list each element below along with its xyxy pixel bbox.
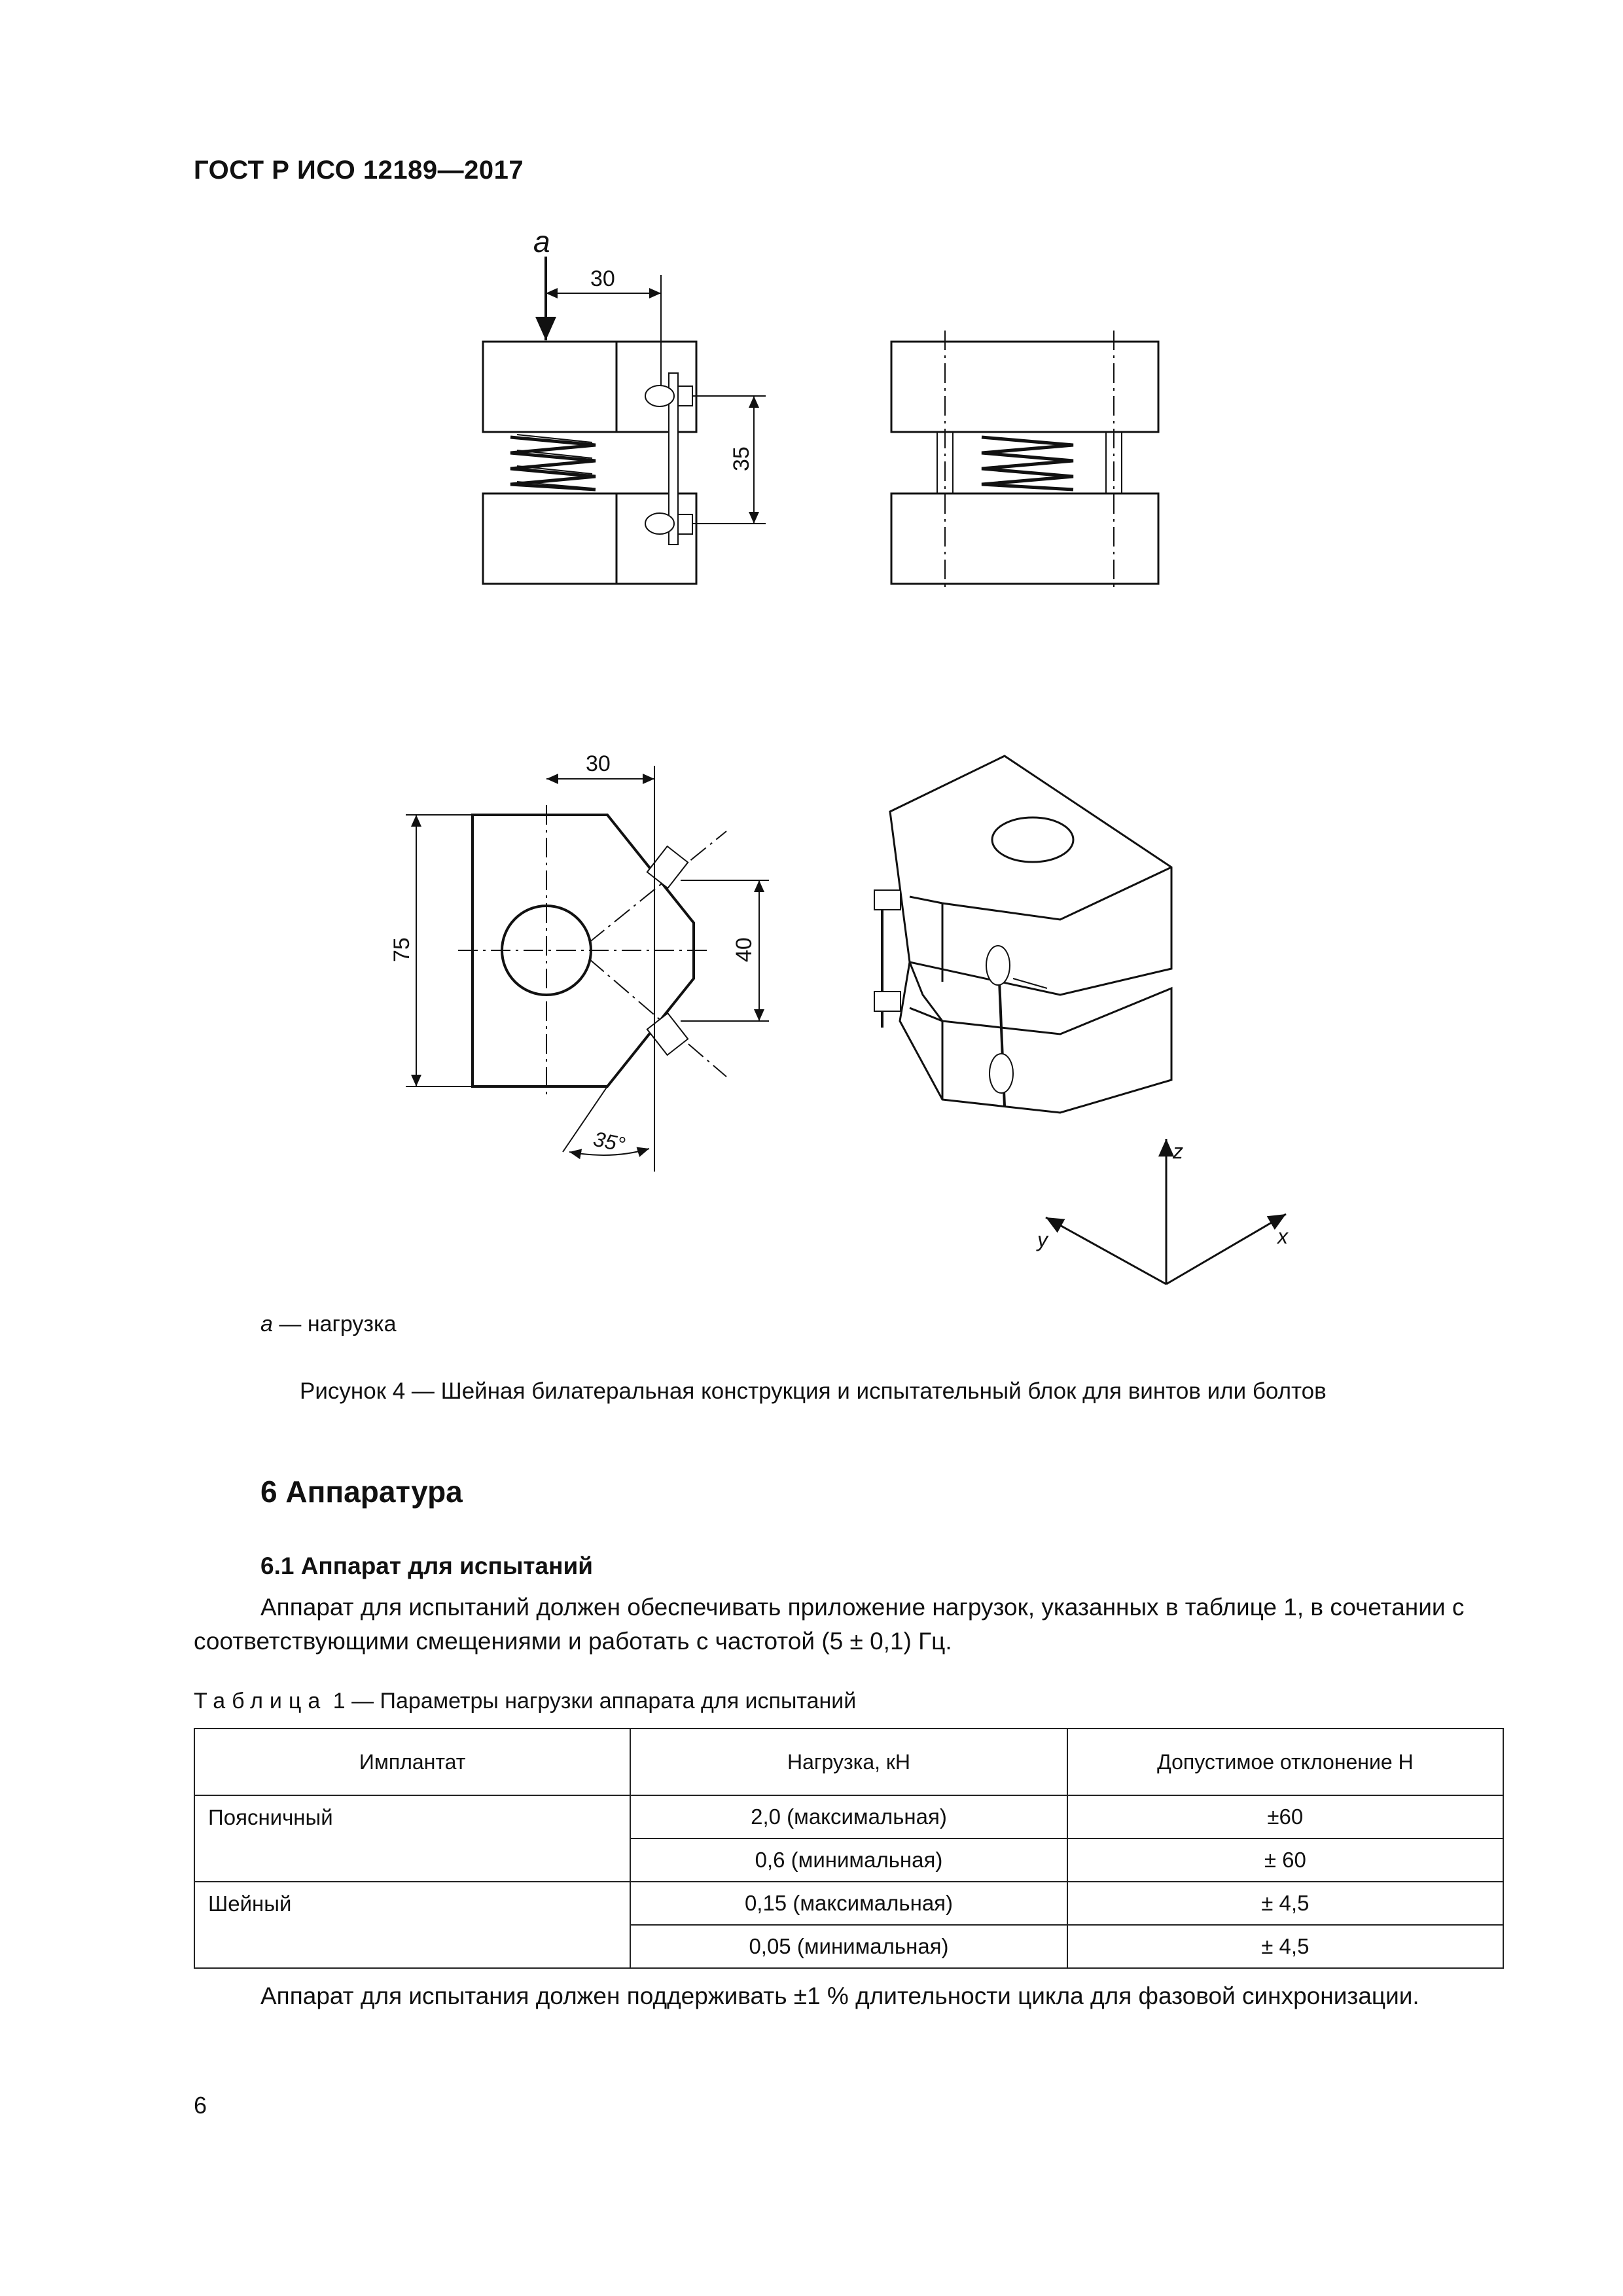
- dim-35-label: 35: [729, 446, 754, 471]
- figure-legend: [260, 1312, 397, 1337]
- axis-x-label: x: [1277, 1225, 1288, 1248]
- legend-text: — нагрузка: [272, 1312, 397, 1336]
- document-header: ГОСТ Р ИСО 12189—2017: [194, 156, 524, 185]
- table-row: [194, 1795, 1503, 1839]
- legend-key: a: [260, 1312, 273, 1336]
- paragraph-apparatus: Аппарат для испытаний должен обеспечивать приложение нагрузок, указанных в таблице 1, в сочетании с соответствующими смещениями и работать с частотой (5 ± 0,1) Гц.: [194, 1594, 1465, 1655]
- cell-load: 0,05 (минимальная): [630, 1925, 1067, 1968]
- plan-view-drawing: [406, 766, 769, 1172]
- table-title: [194, 1689, 856, 1714]
- cell-tolerance: ± 4,5: [1067, 1882, 1503, 1925]
- header-implant: Имплантат: [194, 1729, 630, 1795]
- section-title: 6 Аппаратура: [260, 1475, 463, 1509]
- angle-35-label: 35°: [591, 1126, 628, 1157]
- cell-implant: Шейный: [194, 1882, 630, 1968]
- isometric-view-drawing: [874, 756, 1171, 1113]
- front-view-drawing: [891, 331, 1158, 592]
- header-load: Нагрузка, кН: [630, 1729, 1067, 1795]
- cell-tolerance: ± 4,5: [1067, 1925, 1503, 1968]
- coordinate-axes: [1046, 1139, 1286, 1284]
- load-marker-label: a: [533, 224, 550, 259]
- table-title-prefix: Таблица: [194, 1689, 327, 1713]
- subsection-title: 6.1 Аппарат для испытаний: [260, 1552, 593, 1579]
- cell-implant: Поясничный: [194, 1795, 630, 1882]
- axis-z-label: z: [1173, 1139, 1183, 1163]
- figure-caption: Рисунок 4 — Шейная билатеральная конструкция и испытательный блок для винтов или болтов: [300, 1378, 1327, 1404]
- load-parameters-table: [194, 1728, 1504, 1969]
- header-tolerance: Допустимое отклонение H: [1067, 1729, 1503, 1795]
- cell-tolerance: ±60: [1067, 1795, 1503, 1839]
- dim-30-top-label: 30: [590, 266, 615, 291]
- dim-75-label: 75: [389, 937, 414, 962]
- axis-y-label: y: [1037, 1228, 1048, 1251]
- table-row: [194, 1882, 1503, 1925]
- table-header-row: [194, 1729, 1503, 1795]
- table-title-text: 1 — Параметры нагрузки аппарата для испытаний: [327, 1689, 857, 1713]
- cell-load: 0,6 (минимальная): [630, 1839, 1067, 1882]
- paragraph-phase-sync: Аппарат для испытания должен поддерживать ±1 % длительности цикла для фазовой синхронизации.: [260, 1982, 1419, 2009]
- dim-30-bottom-label: 30: [586, 751, 611, 776]
- cell-load: 0,15 (максимальная): [630, 1882, 1067, 1925]
- cell-tolerance: ± 60: [1067, 1839, 1503, 1882]
- dim-40-label: 40: [732, 937, 757, 962]
- side-view-drawing: [483, 257, 766, 584]
- page-number: 6: [194, 2092, 207, 2119]
- cell-load: 2,0 (максимальная): [630, 1795, 1067, 1839]
